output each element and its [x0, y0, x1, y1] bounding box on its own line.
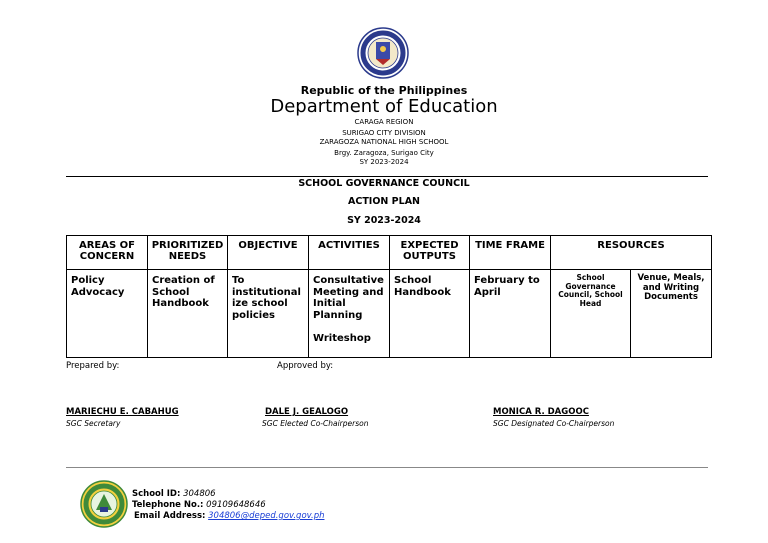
division-line: SURIGAO CITY DIVISION [342, 129, 426, 137]
sy-line: SY 2023-2024 [359, 158, 409, 166]
cell-activities [309, 270, 390, 358]
signatory-name: MARIECHU E. CABAHUG [66, 407, 179, 417]
signatory-role: SGC Designated Co-Chairperson [493, 419, 615, 428]
footer-divider [66, 467, 708, 468]
email-label: Email Address: [134, 511, 206, 521]
header-divider [66, 176, 708, 177]
school-line: ZARAGOZA NATIONAL HIGH SCHOOL [319, 138, 449, 146]
activity-item: Consultative Meeting and Initial Planning [313, 275, 384, 321]
cell-objective: To institutional ize school policies [228, 270, 309, 358]
telephone-value: 09109648646 [206, 500, 266, 510]
header-activities: ACTIVITIES [309, 236, 390, 270]
region-line: CARAGA REGION [354, 118, 414, 126]
cell-outputs: School Handbook [390, 270, 470, 358]
department-title: Department of Education [270, 96, 498, 117]
republic-line: Republic of the Philippines [300, 84, 468, 97]
header-prioritized-needs: PRIORITIZED NEEDS [148, 236, 228, 270]
cell-needs: Creation of School Handbook [148, 270, 228, 358]
signatory-role: SGC Elected Co-Chairperson [262, 419, 369, 428]
header-expected-outputs: EXPECTED OUTPUTS [390, 236, 470, 270]
school-id-label: School ID: [132, 489, 181, 499]
activity-item: Writeshop [313, 333, 371, 344]
school-id-value: 304806 [183, 489, 216, 499]
telephone-line [132, 500, 266, 510]
email-line [134, 511, 324, 521]
action-plan-table [66, 235, 712, 358]
email-link[interactable]: 304806@deped.gov.gov.ph [208, 511, 325, 521]
cell-area: Policy Advocacy [67, 270, 148, 358]
approved-by-label: Approved by: [277, 361, 334, 371]
cell-resource-people: School Governance Council, School Head [551, 270, 631, 358]
header-areas-of-concern: AREAS OF CONCERN [67, 236, 148, 270]
signatory-name: MONICA R. DAGOOC [493, 407, 589, 417]
signatory-name: DALE J. GEALOGO [265, 407, 349, 417]
cell-time-frame: February to April [470, 270, 551, 358]
school-id-line [132, 489, 216, 499]
deped-seal-logo [357, 27, 409, 79]
telephone-label: Telephone No.: [132, 500, 204, 510]
cell-resource-materials: Venue, Meals, and Writing Documents [631, 270, 712, 358]
plan-sy-title: SY 2023-2024 [347, 215, 421, 226]
table-row [67, 270, 712, 358]
header-resources: RESOURCES [551, 236, 712, 270]
school-logo [80, 480, 128, 528]
address-line: Brgy. Zaragoza, Surigao City [334, 149, 434, 157]
signatory-role: SGC Secretary [66, 419, 121, 428]
table-header-row [67, 236, 712, 270]
action-plan-title: ACTION PLAN [348, 196, 420, 207]
prepared-by-label: Prepared by: [66, 361, 120, 371]
council-title: SCHOOL GOVERNANCE COUNCIL [298, 178, 470, 189]
header-time-frame: TIME FRAME [470, 236, 551, 270]
header-objective: OBJECTIVE [228, 236, 309, 270]
